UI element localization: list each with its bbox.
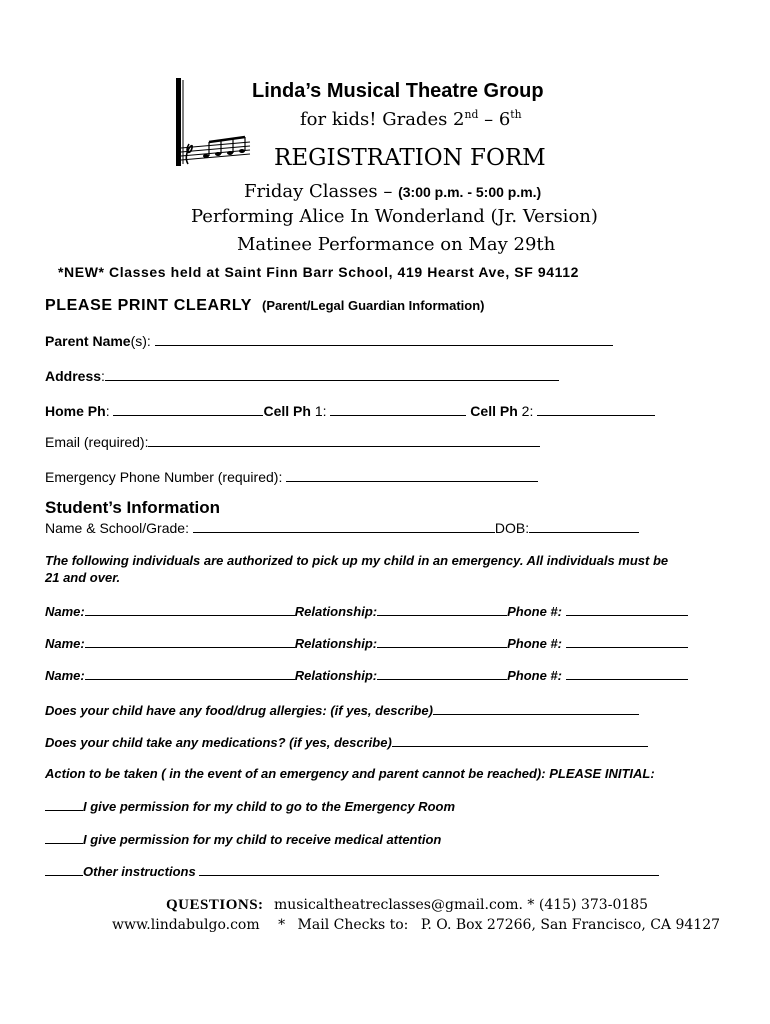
medical-permission-row: I give permission for my child to receive medical attention <box>45 831 441 847</box>
pickup-intro: The following individuals are authorized to pick up my child in an emergency. All individuals must be <box>45 553 669 568</box>
pickup-name-field[interactable] <box>85 667 295 680</box>
org-name: Linda’s Musical Theatre Group <box>252 80 544 102</box>
pickup-row: Name: Relationship: Phone #: <box>45 603 688 619</box>
pickup-row: Name: Relationship: Phone #: <box>45 667 688 683</box>
matinee-line: Matinee Performance on May 29th <box>237 234 556 255</box>
student-row: Name & School/Grade: DOB: <box>45 520 639 536</box>
location-notice: *NEW* Classes held at Saint Finn Barr School, 419 Hearst Ave, SF 94112 <box>58 264 580 280</box>
pickup-relationship-field[interactable] <box>377 667 507 680</box>
email-field[interactable] <box>148 434 540 447</box>
pickup-relationship-field[interactable] <box>377 635 507 648</box>
pickup-phone-field[interactable] <box>566 667 688 680</box>
student-name-field[interactable] <box>193 520 495 533</box>
home-phone-field[interactable] <box>113 403 263 416</box>
medications-field[interactable] <box>392 734 648 747</box>
footer-contact-line: QUESTIONS: musicaltheatreclasses@gmail.com. * (415) 373-0185 <box>166 897 649 913</box>
pickup-row: Name: Relationship: Phone #: <box>45 635 688 651</box>
pickup-name-field[interactable] <box>85 603 295 616</box>
parent-name-field[interactable] <box>155 333 613 346</box>
mailing-address: P. O. Box 27266, San Francisco, CA 94127 <box>420 917 721 933</box>
pickup-relationship-field[interactable] <box>377 603 507 616</box>
music-staff-logo <box>172 78 252 170</box>
address-row: Address: <box>45 368 559 384</box>
website-link[interactable]: www.lindabulgo.com <box>112 917 260 933</box>
emergency-phone-field[interactable] <box>286 469 538 482</box>
er-permission-row: I give permission for my child to go to the Emergency Room <box>45 798 455 814</box>
phone-row: Home Ph: Cell Ph 1: Cell Ph 2: <box>45 403 655 419</box>
allergies-field[interactable] <box>433 702 639 715</box>
footer-mail-line: www.lindabulgo.com * Mail Checks to: P. O. Box 27266, San Francisco, CA 94127 <box>112 917 721 933</box>
pickup-phone-field[interactable] <box>566 635 688 648</box>
dob-field[interactable] <box>529 520 639 533</box>
classes-line: Friday Classes – (3:00 p.m. - 5:00 p.m.) <box>244 181 542 202</box>
emergency-row: Emergency Phone Number (required): <box>45 469 538 485</box>
student-heading: Student’s Information <box>45 498 221 517</box>
form-title: REGISTRATION FORM <box>274 145 546 171</box>
address-field[interactable] <box>105 368 559 381</box>
contact-email-link[interactable]: musicaltheatreclasses@gmail.com <box>273 897 519 913</box>
other-initial-field[interactable] <box>45 863 83 876</box>
show-title: Performing Alice In Wonderland (Jr. Version) <box>191 206 598 227</box>
medical-initial-field[interactable] <box>45 831 83 844</box>
other-instructions-row: Other instructions <box>45 863 659 879</box>
action-instructions: Action to be taken ( in the event of an emergency and parent cannot be reached): PLEASE INITIAL: <box>45 766 655 781</box>
er-initial-field[interactable] <box>45 798 83 811</box>
parent-name-row: Parent Name(s): <box>45 333 613 349</box>
guardian-heading: PLEASE PRINT CLEARLY (Parent/Legal Guardian Information) <box>45 297 485 314</box>
cell-phone-1-field[interactable] <box>330 403 466 416</box>
cell-phone-2-field[interactable] <box>537 403 655 416</box>
contact-phone: (415) 373-0185 <box>538 897 649 913</box>
pickup-intro-cont: 21 and over. <box>45 570 121 585</box>
email-row: Email (required): <box>45 434 540 450</box>
pickup-phone-field[interactable] <box>566 603 688 616</box>
pickup-name-field[interactable] <box>85 635 295 648</box>
medications-row: Does your child take any medications? (if yes, describe) <box>45 734 648 750</box>
allergies-row: Does your child have any food/drug allergies: (if yes, describe) <box>45 702 639 718</box>
other-instructions-field[interactable] <box>199 863 659 876</box>
audience-line: for kids! Grades 2nd – 6th <box>300 108 522 130</box>
